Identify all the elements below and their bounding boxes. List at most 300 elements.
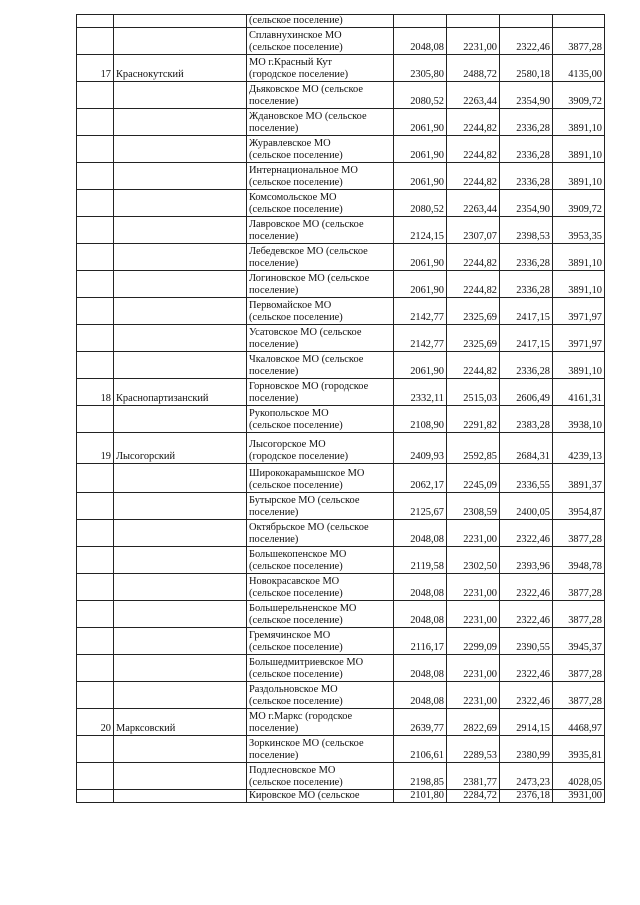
value-cell-3: 2336,28 — [500, 352, 553, 379]
value-cell-4: 3935,81 — [553, 736, 605, 763]
municipality-name-line: поселение) — [249, 750, 299, 761]
district-cell — [114, 736, 247, 763]
row-number-cell — [77, 271, 114, 298]
value-cell-3: 2580,18 — [500, 55, 553, 82]
value-cell-1: 2080,52 — [394, 190, 447, 217]
row-number-cell: 18 — [77, 379, 114, 406]
row-number-cell — [77, 325, 114, 352]
value-cell-4: 3948,78 — [553, 547, 605, 574]
table-row — [77, 601, 605, 628]
value-cell-1: 2048,08 — [394, 682, 447, 709]
municipality-name-line: (городское поселение) — [249, 69, 349, 80]
municipality-name-line: Дьяковское МО (сельское — [249, 84, 363, 95]
row-number-cell — [77, 655, 114, 682]
value-cell-2: 2291,82 — [447, 406, 500, 433]
value-cell-3: 2322,46 — [500, 574, 553, 601]
municipality-name-line: Первомайское МО — [249, 300, 332, 311]
value-cell-1: 2142,77 — [394, 325, 447, 352]
district-cell — [114, 163, 247, 190]
municipality-name-line: (городское поселение) — [249, 451, 349, 462]
value-cell-3: 2336,28 — [500, 271, 553, 298]
row-number-cell — [77, 406, 114, 433]
row-number-cell — [77, 628, 114, 655]
municipality-cell — [247, 574, 394, 601]
table-row — [77, 82, 605, 109]
value-cell-2: 2244,82 — [447, 352, 500, 379]
municipality-name-line: Журавлевское МО — [249, 138, 331, 149]
row-number-cell — [77, 574, 114, 601]
value-cell-1: 2048,08 — [394, 520, 447, 547]
row-number-cell — [77, 493, 114, 520]
row-number-cell — [77, 682, 114, 709]
table-row — [77, 763, 605, 790]
table-row — [77, 163, 605, 190]
municipality-name-line: (сельское поселение) — [249, 15, 343, 26]
row-number-cell — [77, 136, 114, 163]
district-cell — [114, 82, 247, 109]
municipality-cell — [247, 136, 394, 163]
value-cell-1: 2409,93 — [394, 433, 447, 464]
municipality-name-line: Ждановское МО (сельское — [249, 111, 367, 122]
municipality-cell — [247, 163, 394, 190]
row-number-cell — [77, 547, 114, 574]
row-number-cell: 20 — [77, 709, 114, 736]
row-number-cell — [77, 28, 114, 55]
value-cell-3: 2336,55 — [500, 464, 553, 493]
value-cell-1: 2061,90 — [394, 163, 447, 190]
value-cell-1: 2062,17 — [394, 464, 447, 493]
municipality-name-line: Чкаловское МО (сельское — [249, 354, 364, 365]
value-cell-1: 2142,77 — [394, 298, 447, 325]
value-cell-4: 3891,10 — [553, 271, 605, 298]
table-row — [77, 298, 605, 325]
municipality-name-line: (сельское поселение) — [249, 588, 343, 599]
value-cell-4: 3877,28 — [553, 655, 605, 682]
row-number-cell — [77, 82, 114, 109]
value-cell-1: 2061,90 — [394, 109, 447, 136]
district-cell — [114, 574, 247, 601]
district-cell — [114, 406, 247, 433]
municipality-name-line: МО г.Красный Кут — [249, 57, 332, 68]
district-cell — [114, 682, 247, 709]
municipality-cell — [247, 271, 394, 298]
municipality-name-line: Ширококарамышское МО — [249, 468, 365, 479]
municipality-name-line: поселение) — [249, 507, 299, 518]
table-row — [77, 28, 605, 55]
value-cell-3: 2322,46 — [500, 601, 553, 628]
value-cell-2: 2263,44 — [447, 190, 500, 217]
value-cell-2: 2244,82 — [447, 163, 500, 190]
district-cell: Лысогорский — [114, 433, 247, 464]
value-cell-4: 3909,72 — [553, 190, 605, 217]
value-cell-1: 2048,08 — [394, 655, 447, 682]
row-number-cell — [77, 601, 114, 628]
municipality-name-line: Рукопольское МО — [249, 408, 329, 419]
value-cell-2: 2244,82 — [447, 136, 500, 163]
value-cell-3: 2393,96 — [500, 547, 553, 574]
value-cell-4: 4239,13 — [553, 433, 605, 464]
value-cell-1: 2061,90 — [394, 136, 447, 163]
row-number-cell — [77, 15, 114, 28]
district-cell — [114, 217, 247, 244]
table-row — [77, 682, 605, 709]
table-row — [77, 109, 605, 136]
value-cell-1: 2124,15 — [394, 217, 447, 244]
value-cell-4: 3954,87 — [553, 493, 605, 520]
district-cell — [114, 136, 247, 163]
municipality-name-line: Большерельненское МО — [249, 603, 357, 614]
row-number-cell — [77, 163, 114, 190]
municipality-name-line: поселение) — [249, 285, 299, 296]
municipality-name-line: (сельское поселение) — [249, 480, 343, 491]
value-cell-3: 2398,53 — [500, 217, 553, 244]
table-row — [77, 520, 605, 547]
municipality-cell — [247, 709, 394, 736]
municipality-cell — [247, 28, 394, 55]
municipality-cell — [247, 763, 394, 790]
municipality-name-line: Сплавнухинское МО — [249, 30, 342, 41]
value-cell-2: 2263,44 — [447, 82, 500, 109]
district-cell — [114, 190, 247, 217]
value-cell-4: 3877,28 — [553, 574, 605, 601]
value-cell-1: 2639,77 — [394, 709, 447, 736]
value-cell-2: 2284,72 — [447, 790, 500, 803]
district-cell — [114, 28, 247, 55]
value-cell-1: 2061,90 — [394, 352, 447, 379]
value-cell-2: 2308,59 — [447, 493, 500, 520]
value-cell-1: 2080,52 — [394, 82, 447, 109]
row-number-cell — [77, 298, 114, 325]
value-cell-2: 2381,77 — [447, 763, 500, 790]
table-row — [77, 433, 605, 464]
district-cell — [114, 601, 247, 628]
municipality-name-line: (сельское поселение) — [249, 669, 343, 680]
row-number-cell — [77, 736, 114, 763]
value-cell-2: 2244,82 — [447, 271, 500, 298]
district-cell — [114, 271, 247, 298]
value-cell-4: 3953,35 — [553, 217, 605, 244]
value-cell-3: 2354,90 — [500, 190, 553, 217]
municipality-name-line: Горновское МО (городское — [249, 381, 369, 392]
row-number-cell — [77, 217, 114, 244]
municipality-cell — [247, 15, 394, 28]
municipality-cell — [247, 190, 394, 217]
value-cell-1: 2119,58 — [394, 547, 447, 574]
value-cell-4: 3891,10 — [553, 163, 605, 190]
municipality-name-line: Лебедевское МО (сельское — [249, 246, 368, 257]
district-cell — [114, 325, 247, 352]
municipality-name-line: (сельское поселение) — [249, 696, 343, 707]
row-number-cell — [77, 520, 114, 547]
municipality-name-line: Зоркинское МО (сельское — [249, 738, 364, 749]
value-cell-1: 2125,67 — [394, 493, 447, 520]
tariff-table-body — [77, 15, 605, 803]
row-number-cell — [77, 190, 114, 217]
value-cell-2: 2289,53 — [447, 736, 500, 763]
municipality-cell — [247, 547, 394, 574]
value-cell-2: 2231,00 — [447, 574, 500, 601]
row-number-cell: 19 — [77, 433, 114, 464]
value-cell-1: 2048,08 — [394, 28, 447, 55]
value-cell-3: 2336,28 — [500, 136, 553, 163]
table-row — [77, 574, 605, 601]
value-cell-4: 3971,97 — [553, 298, 605, 325]
value-cell-1: 2106,61 — [394, 736, 447, 763]
value-cell-1: 2108,90 — [394, 406, 447, 433]
value-cell-4: 4028,05 — [553, 763, 605, 790]
value-cell-2: 2307,07 — [447, 217, 500, 244]
district-cell — [114, 15, 247, 28]
municipality-cell — [247, 325, 394, 352]
municipality-name-line: (сельское поселение) — [249, 177, 343, 188]
value-cell-1: 2332,11 — [394, 379, 447, 406]
value-cell-3: 2684,31 — [500, 433, 553, 464]
municipality-name-line: Усатовское МО (сельское — [249, 327, 362, 338]
municipality-name-line: поселение) — [249, 258, 299, 269]
municipality-cell — [247, 464, 394, 493]
value-cell-1: 2101,80 — [394, 790, 447, 803]
municipality-name-line: (сельское поселение) — [249, 312, 343, 323]
municipality-name-line: поселение) — [249, 534, 299, 545]
value-cell-2: 2325,69 — [447, 325, 500, 352]
municipality-name-line: Большедмитриевское МО — [249, 657, 364, 668]
row-number-cell: 17 — [77, 55, 114, 82]
value-cell-4: 3938,10 — [553, 406, 605, 433]
municipality-cell — [247, 790, 394, 803]
value-cell-4: 3945,37 — [553, 628, 605, 655]
value-cell-3: 2336,28 — [500, 109, 553, 136]
municipality-name-line: Лысогорское МО — [249, 439, 326, 450]
municipality-cell — [247, 682, 394, 709]
value-cell-2: 2231,00 — [447, 682, 500, 709]
table-row — [77, 736, 605, 763]
value-cell-3: 2606,49 — [500, 379, 553, 406]
municipality-name-line: Лавровское МО (сельское — [249, 219, 364, 230]
municipality-name-line: (сельское поселение) — [249, 777, 343, 788]
value-cell-4: 3891,10 — [553, 109, 605, 136]
municipality-name-line: Кировское МО (сельское — [249, 790, 360, 801]
table-row — [77, 217, 605, 244]
value-cell-2: 2515,03 — [447, 379, 500, 406]
municipality-name-line: поселение) — [249, 366, 299, 377]
value-cell-4: 3877,28 — [553, 682, 605, 709]
table-row — [77, 325, 605, 352]
value-cell-3: 2354,90 — [500, 82, 553, 109]
value-cell-4: 3931,00 — [553, 790, 605, 803]
municipality-name-line: (сельское поселение) — [249, 204, 343, 215]
municipality-name-line: Новокрасавское МО — [249, 576, 340, 587]
district-cell: Марксовский — [114, 709, 247, 736]
value-cell-3: 2473,23 — [500, 763, 553, 790]
value-cell-3: 2914,15 — [500, 709, 553, 736]
table-row — [77, 547, 605, 574]
municipality-cell — [247, 520, 394, 547]
table-row — [77, 709, 605, 736]
row-number-cell — [77, 352, 114, 379]
value-cell-2: 2244,82 — [447, 109, 500, 136]
value-cell-3: 2400,05 — [500, 493, 553, 520]
value-cell-3: 2336,28 — [500, 163, 553, 190]
table-row — [77, 379, 605, 406]
municipality-cell — [247, 601, 394, 628]
municipality-cell — [247, 55, 394, 82]
municipality-cell — [247, 379, 394, 406]
value-cell-3: 2322,46 — [500, 28, 553, 55]
table-row — [77, 790, 605, 803]
municipality-name-line: Гремячинское МО — [249, 630, 331, 641]
value-cell-2: 2488,72 — [447, 55, 500, 82]
table-row — [77, 271, 605, 298]
district-cell — [114, 655, 247, 682]
row-number-cell — [77, 244, 114, 271]
municipality-name-line: поселение) — [249, 123, 299, 134]
value-cell-4: 3891,10 — [553, 352, 605, 379]
value-cell-3 — [500, 15, 553, 28]
municipality-cell — [247, 628, 394, 655]
table-row — [77, 55, 605, 82]
value-cell-4: 3877,28 — [553, 601, 605, 628]
municipality-cell — [247, 406, 394, 433]
value-cell-4: 4161,31 — [553, 379, 605, 406]
municipality-name-line: поселение) — [249, 339, 299, 350]
value-cell-3: 2322,46 — [500, 682, 553, 709]
district-cell — [114, 352, 247, 379]
municipality-name-line: поселение) — [249, 231, 299, 242]
value-cell-1: 2116,17 — [394, 628, 447, 655]
value-cell-2: 2302,50 — [447, 547, 500, 574]
tariff-table — [76, 14, 605, 803]
value-cell-1: 2048,08 — [394, 574, 447, 601]
municipality-cell — [247, 352, 394, 379]
value-cell-4 — [553, 15, 605, 28]
municipality-name-line: Октябрьское МО (сельское — [249, 522, 369, 533]
table-row — [77, 464, 605, 493]
municipality-name-line: поселение) — [249, 96, 299, 107]
table-row — [77, 628, 605, 655]
value-cell-1: 2061,90 — [394, 271, 447, 298]
municipality-name-line: Большекопенское МО — [249, 549, 347, 560]
district-cell — [114, 464, 247, 493]
value-cell-2: 2244,82 — [447, 244, 500, 271]
district-cell — [114, 493, 247, 520]
value-cell-4: 3909,72 — [553, 82, 605, 109]
row-number-cell — [77, 763, 114, 790]
district-cell: Краснопартизанский — [114, 379, 247, 406]
municipality-cell — [247, 109, 394, 136]
municipality-cell — [247, 433, 394, 464]
value-cell-3: 2417,15 — [500, 298, 553, 325]
table-row — [77, 352, 605, 379]
value-cell-2: 2299,09 — [447, 628, 500, 655]
value-cell-2: 2822,69 — [447, 709, 500, 736]
value-cell-4: 3971,97 — [553, 325, 605, 352]
district-cell: Краснокутский — [114, 55, 247, 82]
municipality-name-line: Подлесновское МО — [249, 765, 336, 776]
value-cell-2: 2592,85 — [447, 433, 500, 464]
district-cell — [114, 790, 247, 803]
value-cell-1: 2048,08 — [394, 601, 447, 628]
row-number-cell — [77, 464, 114, 493]
municipality-name-line: Интернациональное МО — [249, 165, 358, 176]
value-cell-4: 3891,37 — [553, 464, 605, 493]
district-cell — [114, 109, 247, 136]
municipality-cell — [247, 655, 394, 682]
table-row — [77, 244, 605, 271]
value-cell-3: 2322,46 — [500, 520, 553, 547]
district-cell — [114, 244, 247, 271]
value-cell-4: 4135,00 — [553, 55, 605, 82]
municipality-cell — [247, 736, 394, 763]
value-cell-2: 2325,69 — [447, 298, 500, 325]
value-cell-2: 2231,00 — [447, 601, 500, 628]
municipality-cell — [247, 298, 394, 325]
table-row — [77, 136, 605, 163]
value-cell-2: 2231,00 — [447, 28, 500, 55]
municipality-name-line: (сельское поселение) — [249, 42, 343, 53]
municipality-name-line: поселение) — [249, 393, 299, 404]
value-cell-4: 4468,97 — [553, 709, 605, 736]
value-cell-3: 2376,18 — [500, 790, 553, 803]
district-cell — [114, 520, 247, 547]
municipality-name-line: Логиновское МО (сельское — [249, 273, 370, 284]
value-cell-1 — [394, 15, 447, 28]
value-cell-1: 2061,90 — [394, 244, 447, 271]
value-cell-3: 2417,15 — [500, 325, 553, 352]
value-cell-3: 2322,46 — [500, 655, 553, 682]
value-cell-1: 2198,85 — [394, 763, 447, 790]
municipality-name-line: Комсомольское МО — [249, 192, 337, 203]
value-cell-4: 3877,28 — [553, 28, 605, 55]
value-cell-3: 2380,99 — [500, 736, 553, 763]
district-cell — [114, 763, 247, 790]
municipality-name-line: (сельское поселение) — [249, 420, 343, 431]
row-number-cell — [77, 109, 114, 136]
municipality-cell — [247, 82, 394, 109]
district-cell — [114, 628, 247, 655]
value-cell-3: 2336,28 — [500, 244, 553, 271]
table-row — [77, 190, 605, 217]
municipality-name-line: (сельское поселение) — [249, 642, 343, 653]
table-row — [77, 655, 605, 682]
value-cell-4: 3877,28 — [553, 520, 605, 547]
table-row — [77, 15, 605, 28]
municipality-name-line: поселение) — [249, 723, 299, 734]
municipality-name-line: Раздольновское МО — [249, 684, 338, 695]
municipality-name-line: Бутырское МО (сельское — [249, 495, 360, 506]
value-cell-2: 2245,09 — [447, 464, 500, 493]
value-cell-3: 2383,28 — [500, 406, 553, 433]
value-cell-2: 2231,00 — [447, 520, 500, 547]
value-cell-1: 2305,80 — [394, 55, 447, 82]
value-cell-4: 3891,10 — [553, 244, 605, 271]
municipality-cell — [247, 493, 394, 520]
municipality-name-line: (сельское поселение) — [249, 150, 343, 161]
row-number-cell — [77, 790, 114, 803]
value-cell-3: 2390,55 — [500, 628, 553, 655]
table-row — [77, 406, 605, 433]
municipality-cell — [247, 217, 394, 244]
district-cell — [114, 547, 247, 574]
value-cell-2 — [447, 15, 500, 28]
table-row — [77, 493, 605, 520]
municipality-name-line: (сельское поселение) — [249, 561, 343, 572]
value-cell-2: 2231,00 — [447, 655, 500, 682]
municipality-name-line: (сельское поселение) — [249, 615, 343, 626]
value-cell-4: 3891,10 — [553, 136, 605, 163]
municipality-name-line: МО г.Маркс (городское — [249, 711, 353, 722]
district-cell — [114, 298, 247, 325]
municipality-cell — [247, 244, 394, 271]
